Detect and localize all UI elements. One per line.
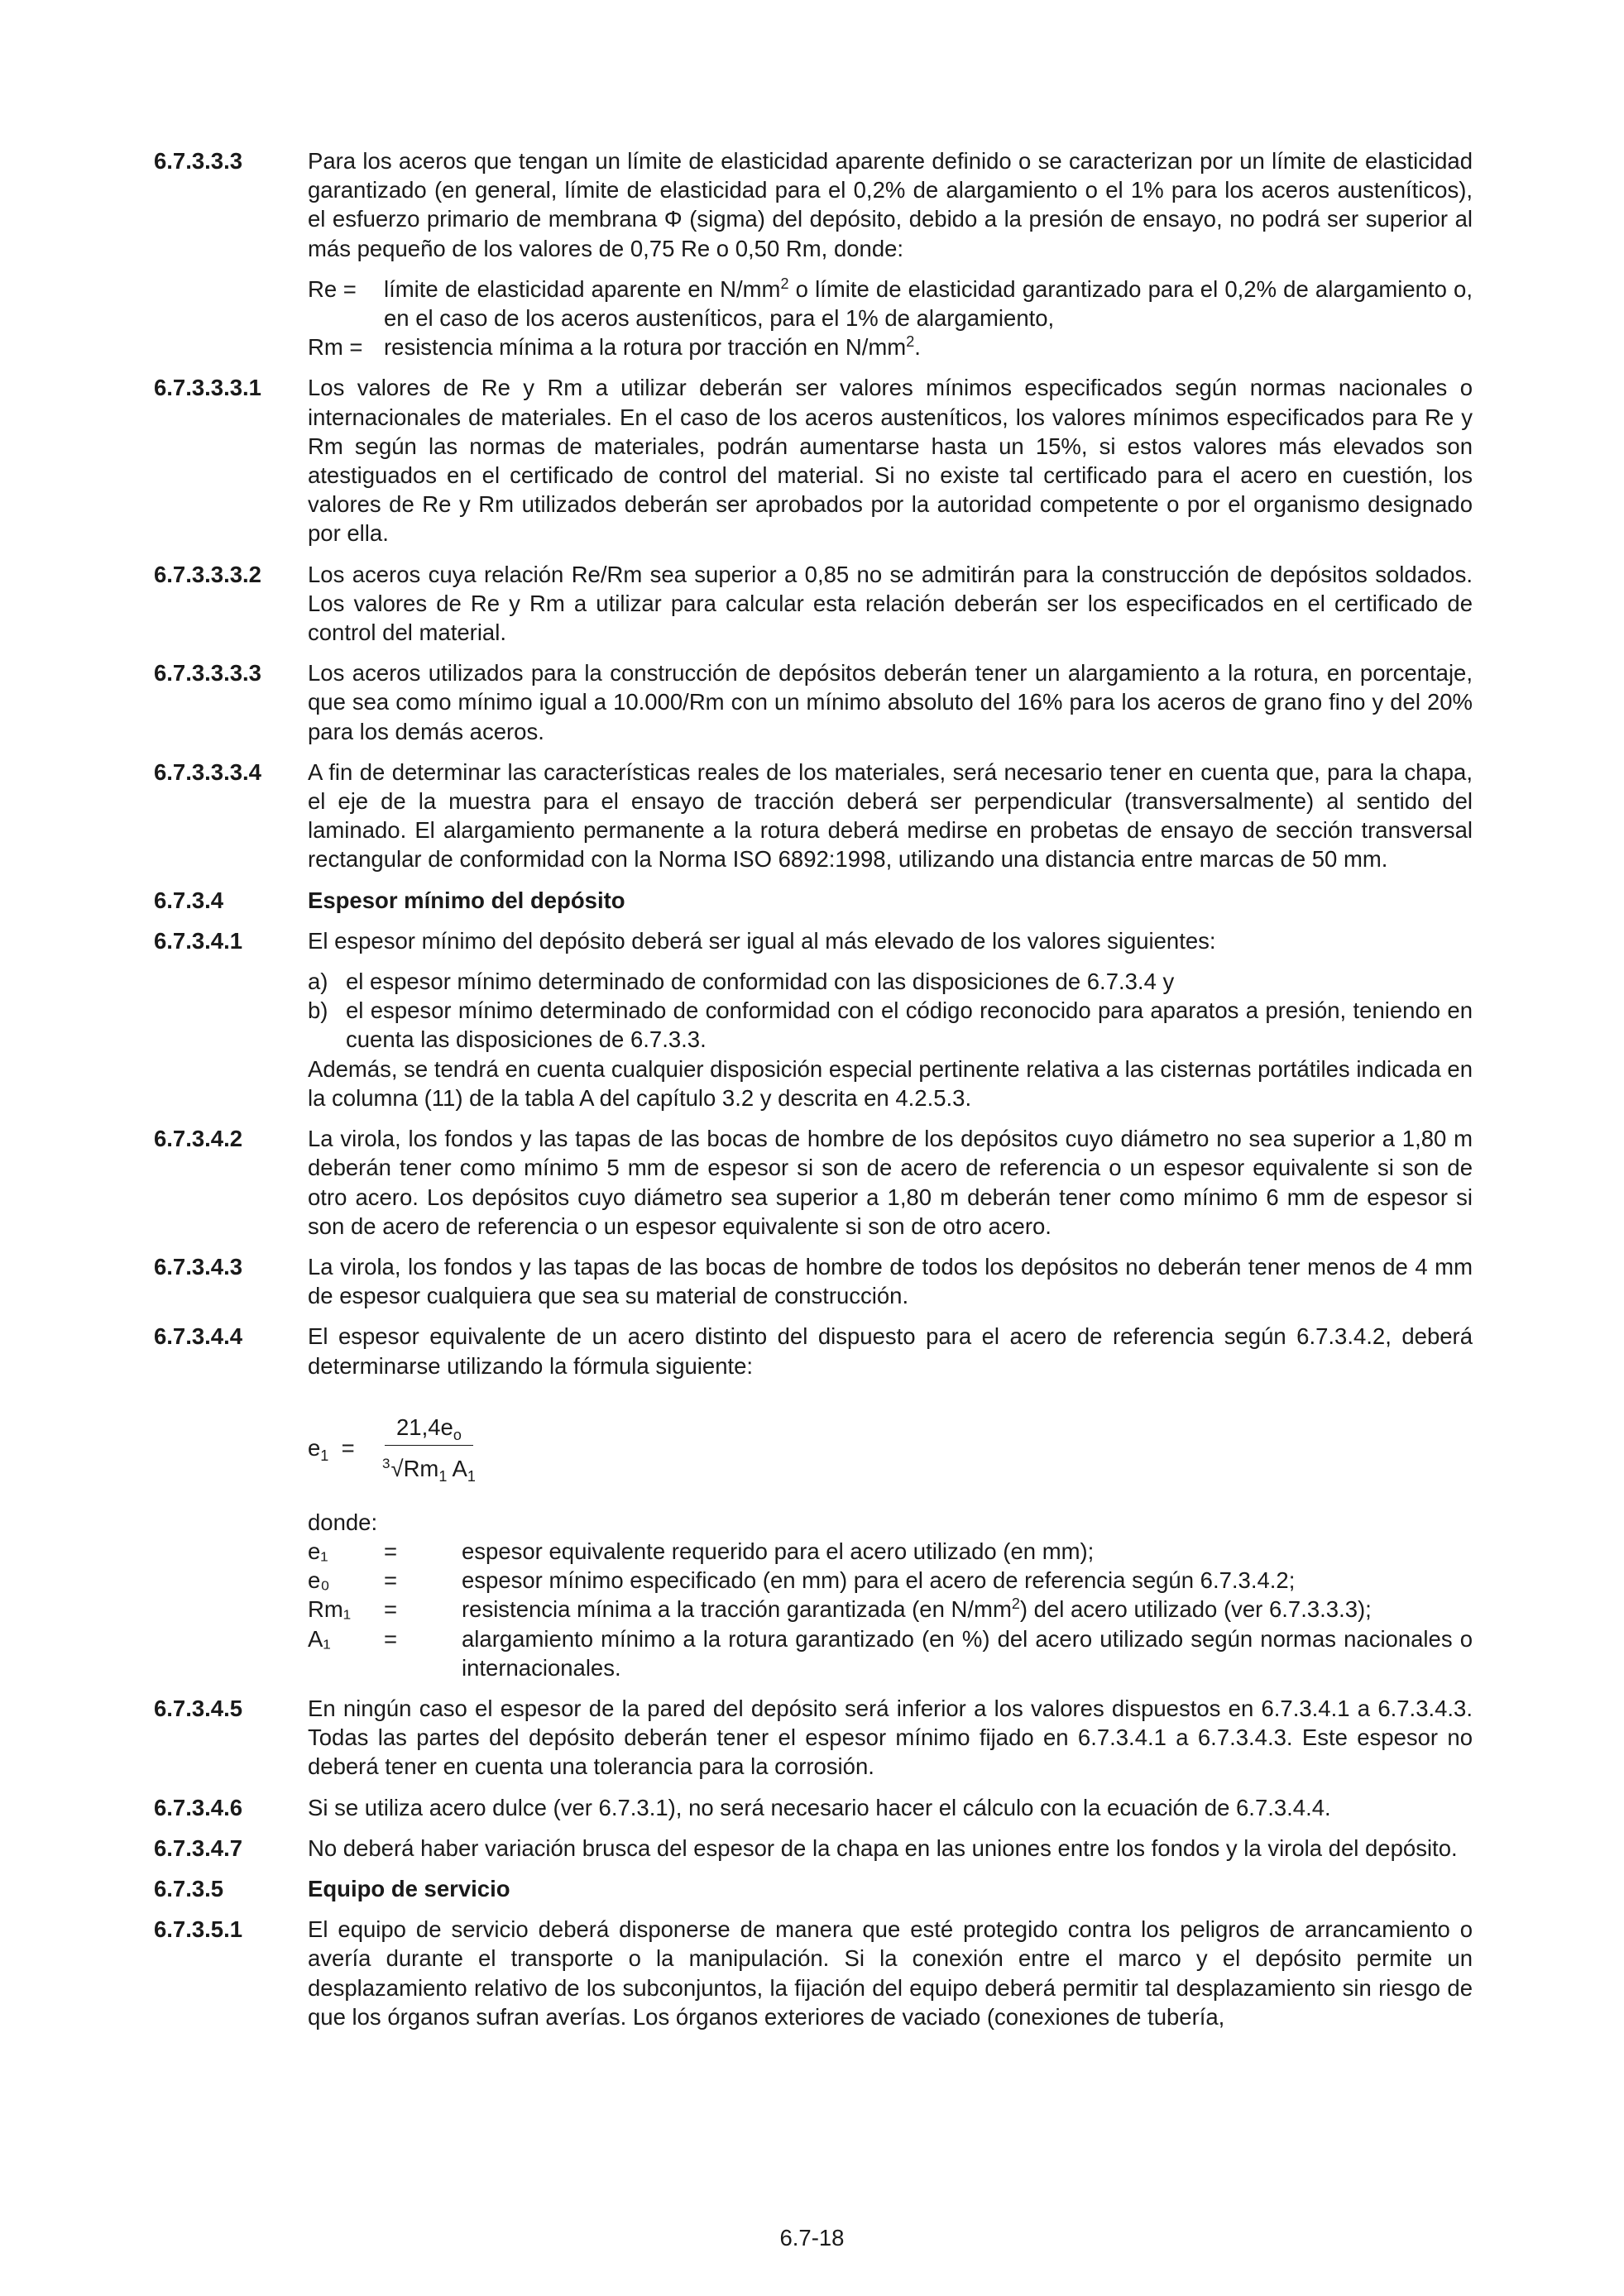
section-number: 6.7.3.3.3.1 <box>154 375 261 401</box>
section-6-7-3-3-3-2 <box>154 560 1473 648</box>
variable-row <box>308 1624 1473 1682</box>
section-6-7-3-5-1 <box>154 1915 1473 2031</box>
section-number: 6.7.3.3.3.2 <box>154 561 261 587</box>
list-marker: a) <box>308 969 328 995</box>
variable-description: espesor mínimo especificado (en mm) para el acero de referencia según 6.7.3.4.2; <box>462 1567 1296 1594</box>
variable-equals: = <box>384 1596 398 1623</box>
section-6-7-3-4 <box>154 886 1473 915</box>
variable-equals: = <box>384 1567 398 1594</box>
section-body <box>308 1322 1473 1682</box>
section-number: 6.7.3.4 <box>154 887 224 913</box>
section-6-7-3-3-3-3 <box>154 658 1473 746</box>
section-6-7-3-4-5 <box>154 1694 1473 1782</box>
section-number: 6.7.3.4.6 <box>154 1794 243 1820</box>
section-number: 6.7.3.5.1 <box>154 1916 243 1943</box>
section-number: 6.7.3.4.4 <box>154 1323 243 1350</box>
section-6-7-3-4-1 <box>154 926 1473 1112</box>
variable-row <box>308 1566 1473 1595</box>
definition-term: Rm = <box>308 334 363 361</box>
section-6-7-3-4-2 <box>154 1124 1473 1241</box>
variable-row <box>308 1595 1473 1624</box>
list-marker: b) <box>308 997 328 1024</box>
root-index: 3 <box>382 1456 390 1472</box>
variable-description: resistencia mínima a la tracción garantizada (en $N/mm^2$) del acero utilizado (ver 6.7.3.3.3); <box>462 1595 1372 1623</box>
formula-fraction <box>382 1413 476 1483</box>
page-number: 6.7-18 <box>779 2225 845 2251</box>
section-body <box>308 926 1473 1112</box>
section-6-7-3-4-7 <box>154 1834 1473 1863</box>
variable-row <box>308 1537 1473 1566</box>
section-number: 6.7.3.4.2 <box>154 1126 243 1152</box>
variable-list <box>308 1537 1473 1682</box>
section-body: Los aceros utilizados para la construcción de depósitos deberán tener un alargamiento a la rotura, en porcentaje, que sea como mínimo igual a 10.000/Rm con un mínimo absoluto del 16% para los aceros de grano fino y del 20% para los demás aceros. <box>308 660 1473 744</box>
section-heading: Espesor mínimo del depósito <box>308 887 625 913</box>
section-heading: Equipo de servicio <box>308 1875 510 1901</box>
section-6-7-3-3-3-4 <box>154 758 1473 874</box>
list-item <box>308 996 1473 1054</box>
section-body: A fin de determinar las características reales de los materiales, será necesario tener en cuenta que, para la chapa, el eje de la muestra para el ensayo de tracción deberá ser perpendicular (transversalmente) al sentido del laminado. El alargamiento permanente a la rotura deberá medirse en probetas de ensayo de sección transversal rectangular de conformidad con la Norma ISO 6892:1998, utilizando una distancia entre marcas de 50 mm. <box>308 758 1473 873</box>
definition-list <box>308 275 1473 362</box>
paragraph: El espesor equivalente de un acero distinto del dispuesto para el acero de referencia según 6.7.3.4.2, deberá determinarse utilizando la fórmula siguiente: <box>308 1323 1473 1379</box>
list-text: el espesor mínimo determinado de conformidad con las disposiciones de 6.7.3.4 y <box>346 969 1175 995</box>
section-body: La virola, los fondos y las tapas de las bocas de hombre de todos los depósitos no deberán tener menos de 4 mm de espesor cualquiera que sea su material de construcción. <box>308 1253 1473 1309</box>
definition-re <box>308 275 1473 332</box>
variable-symbol: e₁ <box>308 1538 328 1564</box>
variable-description: alargamiento mínimo a la rotura garantizado (en %) del acero utilizado según normas nacionales o internacionales. <box>462 1625 1473 1681</box>
paragraph: Además, se tendrá en cuenta cualquier disposición especial pertinente relativa a las cisternas portátiles indicada en la columna (11) de la tabla A del capítulo 3.2 y descrita en 4.2.5.3. <box>308 1055 1473 1111</box>
section-body: Si se utiliza acero dulce (ver 6.7.3.1), no será necesario hacer el cálculo con la ecuación de 6.7.3.4.4. <box>308 1794 1331 1820</box>
definition-text: resistencia mínima a la rotura por tracción en $N/mm^2$. <box>384 333 921 361</box>
paragraph: donde: <box>308 1509 378 1535</box>
paragraph: El espesor mínimo del depósito deberá ser igual al más elevado de los valores siguientes: <box>308 927 1216 954</box>
definition-term: Re = <box>308 275 357 302</box>
variable-symbol: e₀ <box>308 1567 330 1594</box>
item-list <box>308 967 1473 1055</box>
variable-symbol: A₁ <box>308 1625 331 1652</box>
formula-denominator: $^3√Rm_1$ $A_1$ <box>382 1456 476 1485</box>
list-item <box>308 967 1473 996</box>
section-number: 6.7.3.4.3 <box>154 1253 243 1280</box>
variable-equals: = <box>384 1625 398 1652</box>
definition-rm <box>308 332 1473 361</box>
section-6-7-3-4-4 <box>154 1322 1473 1682</box>
formula <box>308 1409 1473 1488</box>
section-number: 6.7.3.3.3.3 <box>154 660 261 686</box>
section-number: 6.7.3.3.3 <box>154 148 243 174</box>
section-body: La virola, los fondos y las tapas de las bocas de hombre de los depósitos cuyo diámetro no sea superior a 1,80 m deberán tener como mínimo 5 mm de espesor si son de acero de referencia o un espesor equivalente si son de otro acero. Los depósitos cuyo diámetro sea superior a 1,80 m deberán tener como mínimo 6 mm de espesor si son de acero de referencia o un espesor equivalente si son de otro acero. <box>308 1126 1473 1239</box>
section-body: Los aceros cuya relación Re/Rm sea superior a 0,85 no se admitirán para la construcción de depósitos soldados. Los valores de Re y Rm a utilizar para calcular esta relación deberán ser los especificados en el certificado de control del material. <box>308 561 1473 646</box>
section-6-7-3-4-3 <box>154 1252 1473 1310</box>
section-6-7-3-5 <box>154 1874 1473 1903</box>
paragraph: Para los aceros que tengan un límite de elasticidad aparente definido o se caracterizan por un límite de elasticidad garantizado (en general, límite de elasticidad para el 0,2% de alargamiento o el 1% para los aceros austeníticos), el esfuerzo primario de membrana Φ (sigma) del depósito, debido a la presión de ensayo, no podrá ser superior al más pequeño de los valores de 0,75 Re o 0,50 Rm, donde: <box>308 148 1473 261</box>
formula-lhs: $e_1$ = <box>308 1435 355 1465</box>
variable-symbol: Rm₁ <box>308 1596 352 1623</box>
section-number: 6.7.3.4.7 <box>154 1834 243 1861</box>
variable-description: espesor equivalente requerido para el acero utilizado (en mm); <box>462 1538 1095 1564</box>
section-body: En ningún caso el espesor de la pared del depósito será inferior a los valores dispuestos en 6.7.3.4.1 a 6.7.3.4.3. Todas las partes del depósito deberán tener el espesor mínimo fijado en 6.7.3.4.1 a 6.7.3.4.3. Este espesor no deberá tener en cuenta una tolerancia para la corrosión. <box>308 1695 1473 1780</box>
variable-equals: = <box>384 1538 398 1564</box>
section-6-7-3-3-3 <box>154 146 1473 361</box>
section-number: 6.7.3.3.3.4 <box>154 758 261 785</box>
section-body <box>308 146 1473 361</box>
document-page <box>154 146 1473 2043</box>
section-body: No deberá haber variación brusca del espesor de la chapa en las uniones entre los fondos y la virola del depósito. <box>308 1834 1458 1861</box>
section-body: El equipo de servicio deberá disponerse de manera que esté protegido contra los peligros de arrancamiento o avería durante el transporte o la manipulación. Si la conexión entre el marco y el depósito permite un desplazamiento relativo de los subconjuntos, la fijación del equipo deberá permitir tal desplazamiento sin riesgo de que los órganos sufran averías. Los órganos exteriores de vaciado (conexiones de tubería, <box>308 1916 1473 2030</box>
section-6-7-3-4-6 <box>154 1793 1473 1822</box>
section-number: 6.7.3.4.5 <box>154 1695 243 1721</box>
section-body: Los valores de Re y Rm a utilizar deberán ser valores mínimos especificados según normas nacionales o internacionales de materiales. En el caso de los aceros austeníticos, los valores mínimos especificados para Re y Rm según las normas de materiales, podrán aumentarse hasta un 15%, si estos valores más elevados son atestiguados en el certificado de control del material. Si no existe tal certificado para el acero en cuestión, los valores de Re y Rm utilizados deberán ser aprobados por la autoridad competente o por el organismo designado por ella. <box>308 375 1473 547</box>
section-number: 6.7.3.4.1 <box>154 927 243 954</box>
formula-numerator: $21,4e_o$ <box>385 1413 473 1446</box>
section-number: 6.7.3.5 <box>154 1875 224 1901</box>
section-6-7-3-3-3-1 <box>154 373 1473 548</box>
radical-sign: √ <box>390 1456 404 1482</box>
definition-text: límite de elasticidad aparente en $N/mm^2$ o límite de elasticidad garantizado para el 0,2% de alargamiento o, en el caso de los aceros austeníticos, para el 1% de alargamiento, <box>384 275 1473 332</box>
list-text: el espesor mínimo determinado de conformidad con el código reconocido para aparatos a presión, teniendo en cuenta las disposiciones de 6.7.3.3. <box>346 997 1473 1053</box>
